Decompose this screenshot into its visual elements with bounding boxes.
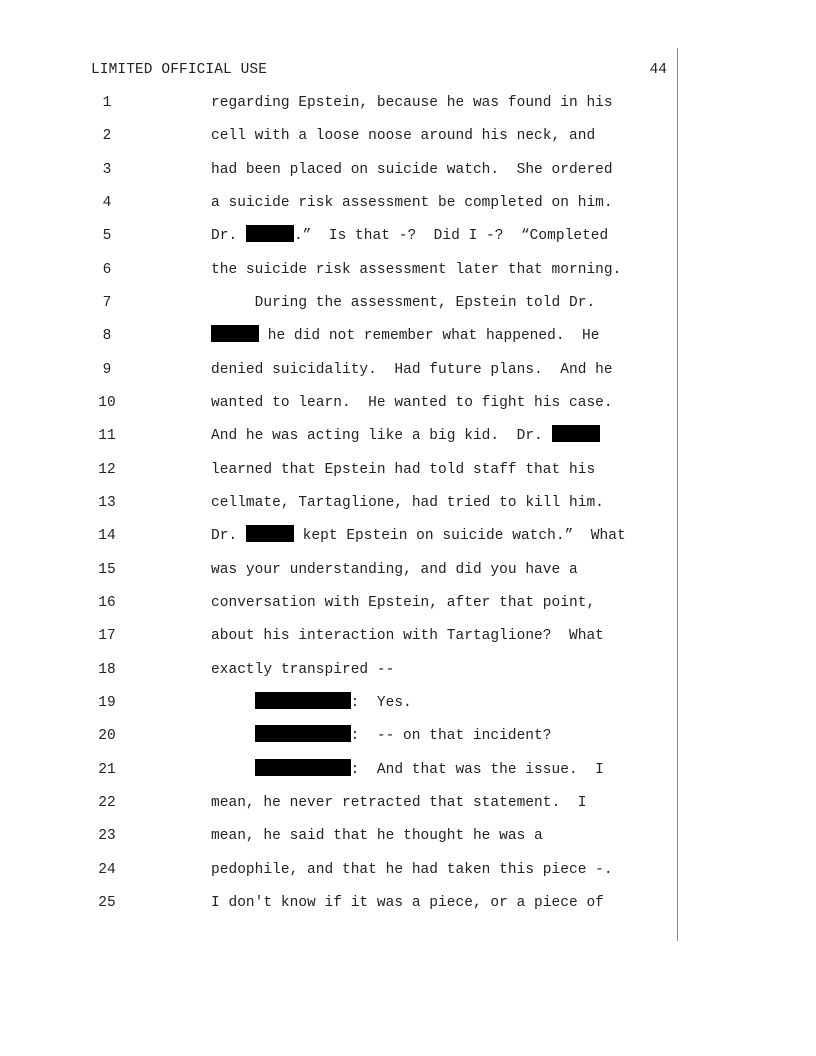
line-number: 5: [102, 228, 112, 244]
transcript-line: [0, 424, 680, 448]
transcript-line: [0, 658, 680, 682]
line-text: wanted to learn. He wanted to fight his case.: [211, 395, 613, 411]
line-number: 15: [98, 562, 116, 578]
line-number: 21: [98, 762, 116, 778]
page-number: 44: [649, 62, 667, 78]
transcript-line: [0, 691, 680, 715]
line-text: he did not remember what happened. He: [211, 324, 600, 348]
line-number: 2: [102, 128, 112, 144]
line-number: 25: [98, 895, 116, 911]
transcript-line: [0, 491, 680, 515]
line-number: 20: [98, 728, 116, 744]
transcript-line: [0, 591, 680, 615]
line-number: 4: [102, 195, 112, 211]
line-text: conversation with Epstein, after that point,: [211, 595, 596, 611]
line-number: 13: [98, 495, 116, 511]
line-number: 8: [102, 328, 112, 344]
transcript-line: [0, 524, 680, 548]
transcript-line: [0, 624, 680, 648]
line-text: was your understanding, and did you have a: [211, 562, 578, 578]
transcript-line: [0, 91, 680, 115]
line-number: 24: [98, 862, 116, 878]
line-text: I don't know if it was a piece, or a piece of: [211, 895, 604, 911]
line-text: Dr. .” Is that -? Did I -? “Completed: [211, 224, 608, 248]
redaction-box: [246, 525, 294, 542]
line-text: : Yes.: [211, 691, 412, 715]
transcript-line: [0, 458, 680, 482]
line-number: 22: [98, 795, 116, 811]
transcript-line: [0, 724, 680, 748]
transcript-line: [0, 124, 680, 148]
transcript-line: [0, 758, 680, 782]
redaction-box: [246, 225, 294, 242]
line-number: 23: [98, 828, 116, 844]
line-text: regarding Epstein, because he was found in his: [211, 95, 613, 111]
transcript-line: [0, 558, 680, 582]
redaction-box: [211, 325, 259, 342]
redaction-box: [255, 692, 351, 709]
line-text: And he was acting like a big kid. Dr.: [211, 424, 600, 448]
line-number: 10: [98, 395, 116, 411]
transcript-line: [0, 358, 680, 382]
line-number: 7: [102, 295, 112, 311]
redaction-box: [552, 425, 600, 442]
line-text: cell with a loose noose around his neck, and: [211, 128, 596, 144]
line-number: 16: [98, 595, 116, 611]
line-text: denied suicidality. Had future plans. And he: [211, 362, 613, 378]
line-text: about his interaction with Tartaglione? What: [211, 628, 604, 644]
redaction-box: [255, 725, 351, 742]
line-number: 14: [98, 528, 116, 544]
line-number: 3: [102, 162, 112, 178]
transcript-line: [0, 324, 680, 348]
line-number: 6: [102, 262, 112, 278]
transcript-line: [0, 224, 680, 248]
line-number: 12: [98, 462, 116, 478]
line-number: 17: [98, 628, 116, 644]
line-text: a suicide risk assessment be completed on him.: [211, 195, 613, 211]
transcript-line: [0, 391, 680, 415]
line-text: pedophile, and that he had taken this piece -.: [211, 862, 613, 878]
line-text: mean, he never retracted that statement. I: [211, 795, 587, 811]
line-text: During the assessment, Epstein told Dr.: [211, 295, 596, 311]
classification-marking: LIMITED OFFICIAL USE: [91, 62, 268, 78]
redaction-box: [255, 759, 351, 776]
line-text: Dr. kept Epstein on suicide watch.” What: [211, 524, 626, 548]
transcript-line: [0, 824, 680, 848]
transcript-line: [0, 891, 680, 915]
line-number: 9: [102, 362, 112, 378]
transcript-line: [0, 858, 680, 882]
transcript-line: [0, 158, 680, 182]
page-header: [91, 60, 671, 80]
line-text: the suicide risk assessment later that morning.: [211, 262, 622, 278]
line-text: exactly transpired --: [211, 662, 395, 678]
line-text: had been placed on suicide watch. She ordered: [211, 162, 613, 178]
line-number: 1: [102, 95, 112, 111]
line-number: 19: [98, 695, 116, 711]
line-number: 18: [98, 662, 116, 678]
transcript-line: [0, 191, 680, 215]
line-number: 11: [98, 428, 116, 444]
line-text: : And that was the issue. I: [211, 758, 604, 782]
line-text: : -- on that incident?: [211, 724, 552, 748]
transcript-line: [0, 791, 680, 815]
transcript-line: [0, 291, 680, 315]
transcript-line: [0, 258, 680, 282]
line-text: cellmate, Tartaglione, had tried to kill him.: [211, 495, 604, 511]
line-text: learned that Epstein had told staff that his: [211, 462, 596, 478]
line-text: mean, he said that he thought he was a: [211, 828, 543, 844]
